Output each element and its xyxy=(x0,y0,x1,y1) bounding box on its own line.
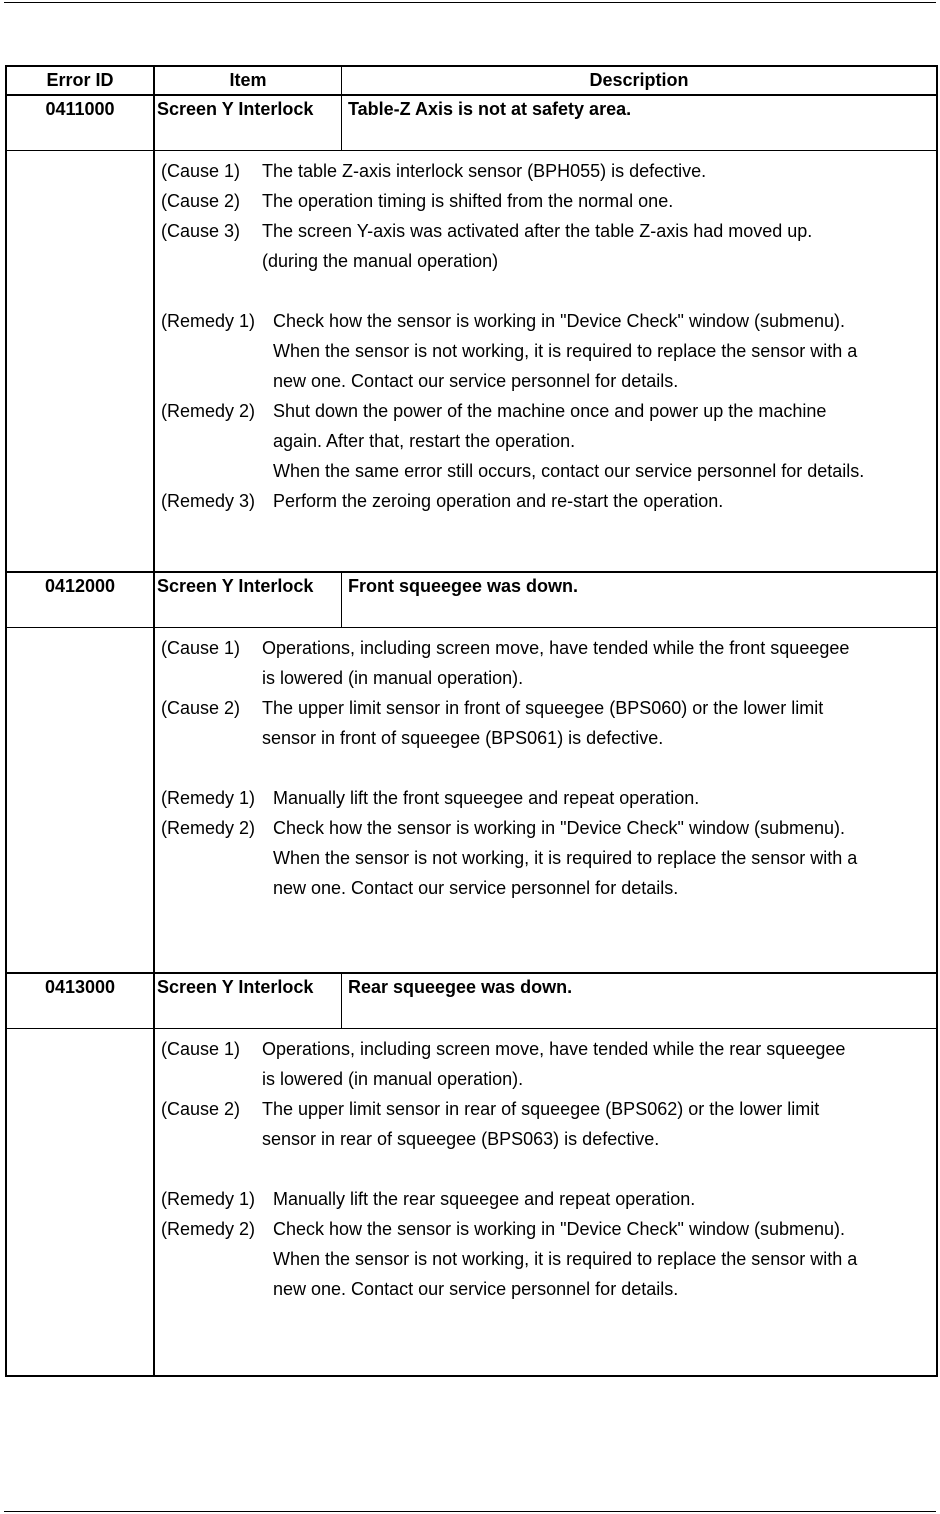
detail-label: (Cause 2) xyxy=(161,698,241,718)
detail-text-line: sensor in front of squeegee (BPS061) is defective. xyxy=(262,728,664,748)
error-item: Screen Y Interlock xyxy=(157,977,314,997)
detail-text-line: Operations, including screen move, have tended while the front squeegee xyxy=(262,638,850,658)
detail-text-line: Check how the sensor is working in "Device Check" window (submenu). xyxy=(273,818,846,838)
error-title: Rear squeegee was down. xyxy=(348,977,573,997)
detail-text-line: Perform the zeroing operation and re-start the operation. xyxy=(273,491,724,511)
detail-text-line: new one. Contact our service personnel for details. xyxy=(273,371,679,391)
row-divider xyxy=(7,1028,936,1029)
detail-label: (Remedy 2) xyxy=(161,818,256,838)
detail-text-line: Shut down the power of the machine once and power up the machine xyxy=(273,401,827,421)
detail-label: (Remedy 2) xyxy=(161,1219,256,1239)
section-divider xyxy=(7,571,936,573)
detail-text-line: again. After that, restart the operation. xyxy=(273,431,576,451)
detail-text-line: When the sensor is not working, it is required to replace the sensor with a xyxy=(273,1249,858,1269)
detail-text-line: is lowered (in manual operation). xyxy=(262,1069,524,1089)
error-table xyxy=(5,65,938,1377)
detail-label: (Cause 1) xyxy=(161,1039,241,1059)
column-divider xyxy=(341,95,342,151)
error-id: 0411000 xyxy=(45,99,115,119)
error-item: Screen Y Interlock xyxy=(157,576,314,596)
section-divider xyxy=(7,972,936,974)
detail-text-line: Check how the sensor is working in "Device Check" window (submenu). xyxy=(273,311,846,331)
detail-text-line: The operation timing is shifted from the normal one. xyxy=(262,191,674,211)
error-item: Screen Y Interlock xyxy=(157,99,314,119)
detail-label: (Remedy 3) xyxy=(161,491,256,511)
column-divider xyxy=(153,67,155,1375)
detail-label: (Remedy 1) xyxy=(161,311,256,331)
detail-text-line: Manually lift the rear squeegee and repeat operation. xyxy=(273,1189,696,1209)
error-id: 0412000 xyxy=(44,576,116,596)
detail-text-line: When the sensor is not working, it is required to replace the sensor with a xyxy=(273,341,858,361)
error-title: Front squeegee was down. xyxy=(348,576,579,596)
error-title: Table-Z Axis is not at safety area. xyxy=(348,99,632,119)
header-divider xyxy=(7,94,936,96)
detail-text-line: new one. Contact our service personnel for details. xyxy=(273,1279,679,1299)
row-divider xyxy=(7,150,936,151)
detail-text-line: The upper limit sensor in rear of squeegee (BPS062) or the lower limit xyxy=(262,1099,820,1119)
detail-label: (Remedy 1) xyxy=(161,788,256,808)
detail-label: (Cause 2) xyxy=(161,191,241,211)
detail-text-line: new one. Contact our service personnel for details. xyxy=(273,878,679,898)
error-id: 0413000 xyxy=(44,977,116,997)
detail-text-line: When the same error still occurs, contact our service personnel for details. xyxy=(273,461,865,481)
detail-text-line: When the sensor is not working, it is required to replace the sensor with a xyxy=(273,848,858,868)
bottom-rule xyxy=(4,1511,936,1512)
detail-text-line: The table Z-axis interlock sensor (BPH055) is defective. xyxy=(262,161,707,181)
detail-text-line: The upper limit sensor in front of squeegee (BPS060) or the lower limit xyxy=(262,698,824,718)
detail-text-line: Manually lift the front squeegee and repeat operation. xyxy=(273,788,700,808)
row-divider xyxy=(7,627,936,628)
detail-text-line: (during the manual operation) xyxy=(262,251,499,271)
detail-text-line: The screen Y-axis was activated after the table Z-axis had moved up. xyxy=(262,221,813,241)
detail-label: (Cause 3) xyxy=(161,221,241,241)
detail-label: (Cause 2) xyxy=(161,1099,241,1119)
column-divider xyxy=(341,572,342,628)
detail-label: (Cause 1) xyxy=(161,161,241,181)
detail-text-line: is lowered (in manual operation). xyxy=(262,668,524,688)
detail-label: (Remedy 1) xyxy=(161,1189,256,1209)
detail-text-line: sensor in rear of squeegee (BPS063) is defective. xyxy=(262,1129,660,1149)
detail-text-line: Check how the sensor is working in "Device Check" window (submenu). xyxy=(273,1219,846,1239)
detail-label: (Cause 1) xyxy=(161,638,241,658)
header-description: Description xyxy=(589,70,689,90)
column-divider xyxy=(341,973,342,1029)
detail-label: (Remedy 2) xyxy=(161,401,256,421)
top-rule xyxy=(4,2,936,3)
header-item: Item xyxy=(229,70,267,90)
header-error-id: Error ID xyxy=(46,70,114,90)
detail-text-line: Operations, including screen move, have tended while the rear squeegee xyxy=(262,1039,846,1059)
